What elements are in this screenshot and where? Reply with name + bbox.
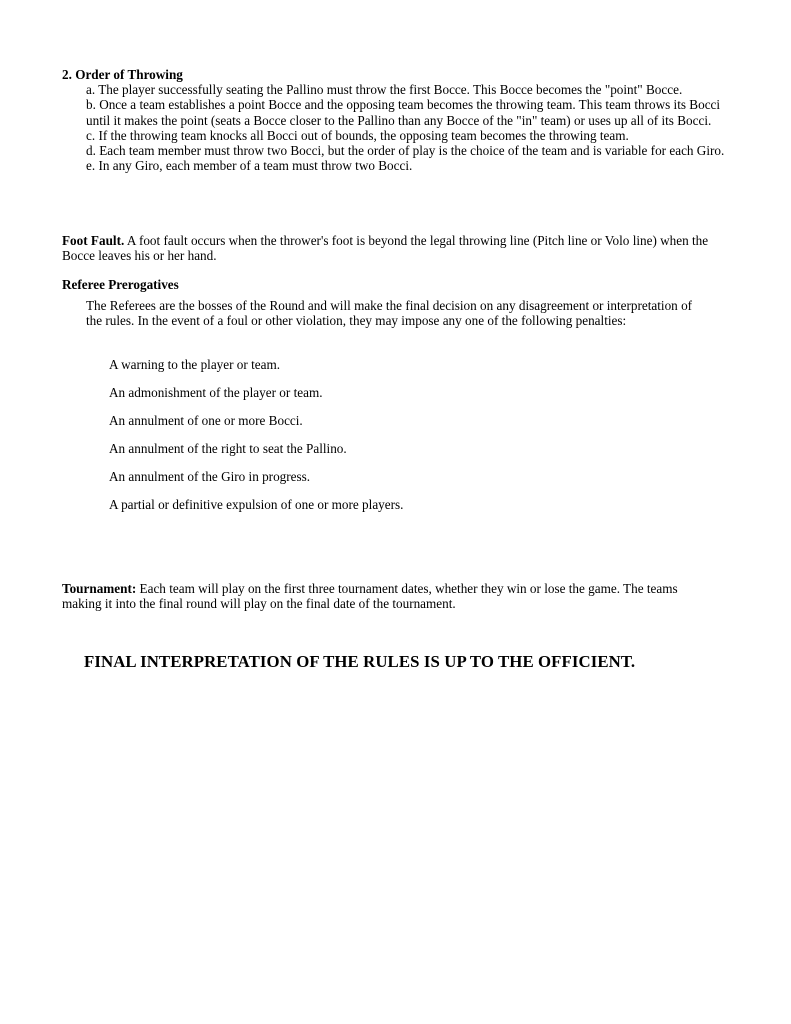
final-interpretation-note: FINAL INTERPRETATION OF THE RULES IS UP TO THE OFFICIENT. <box>84 652 636 671</box>
order-of-throwing-list <box>62 82 732 173</box>
tournament-text: Each team will play on the first three tournament dates, whether they win or lose the game. The teams making it into the final round will play on the final date of the tournament. <box>62 581 678 612</box>
foot-fault-text: A foot fault occurs when the thrower's foot is beyond the legal throwing line (Pitch line or Volo line) when the Bocce leaves his or her hand. <box>62 233 709 264</box>
foot-fault-paragraph <box>62 233 732 263</box>
rule-item-a: a. The player successfully seating the Pallino must throw the first Bocce. This Bocce becomes the "point" Bocce. <box>86 82 683 98</box>
penalty-item: An annulment of the Giro in progress. <box>109 469 311 484</box>
foot-fault-label: Foot Fault. <box>62 233 125 248</box>
tournament-paragraph <box>62 581 682 611</box>
penalty-item: An annulment of one or more Bocci. <box>109 413 303 428</box>
penalty-item: A warning to the player or team. <box>109 357 281 372</box>
referee-intro: The Referees are the bosses of the Round and will make the final decision on any disagreement or interpretation of the rules. In the event of a foul or other violation, they may impose any one of the following penalties: <box>86 298 693 329</box>
rule-item-b: b. Once a team establishes a point Bocce and the opposing team becomes the throwing team. This team throws its Bocci until it makes the point (seats a Bocce closer to the Pallino than any Bocce of the "in" team) or uses up all of its Bocci. <box>86 97 721 128</box>
penalty-item: An annulment of the right to seat the Pallino. <box>109 441 347 456</box>
rule-item-c: c. If the throwing team knocks all Bocci out of bounds, the opposing team becomes the throwing team. <box>86 127 629 143</box>
order-of-throwing-section <box>62 67 732 173</box>
rule-item-e: e. In any Giro, each member of a team must throw two Bocci. <box>86 158 413 174</box>
penalty-item: An admonishment of the player or team. <box>109 385 323 400</box>
tournament-label: Tournament: <box>62 581 137 596</box>
order-of-throwing-heading: 2. Order of Throwing <box>62 67 183 82</box>
referee-heading: Referee Prerogatives <box>62 277 179 292</box>
referee-section <box>62 277 732 329</box>
penalty-item: A partial or definitive expulsion of one or more players. <box>109 497 404 512</box>
rule-item-d: d. Each team member must throw two Bocci, but the order of play is the choice of the team and is variable for each Giro. <box>86 143 725 159</box>
